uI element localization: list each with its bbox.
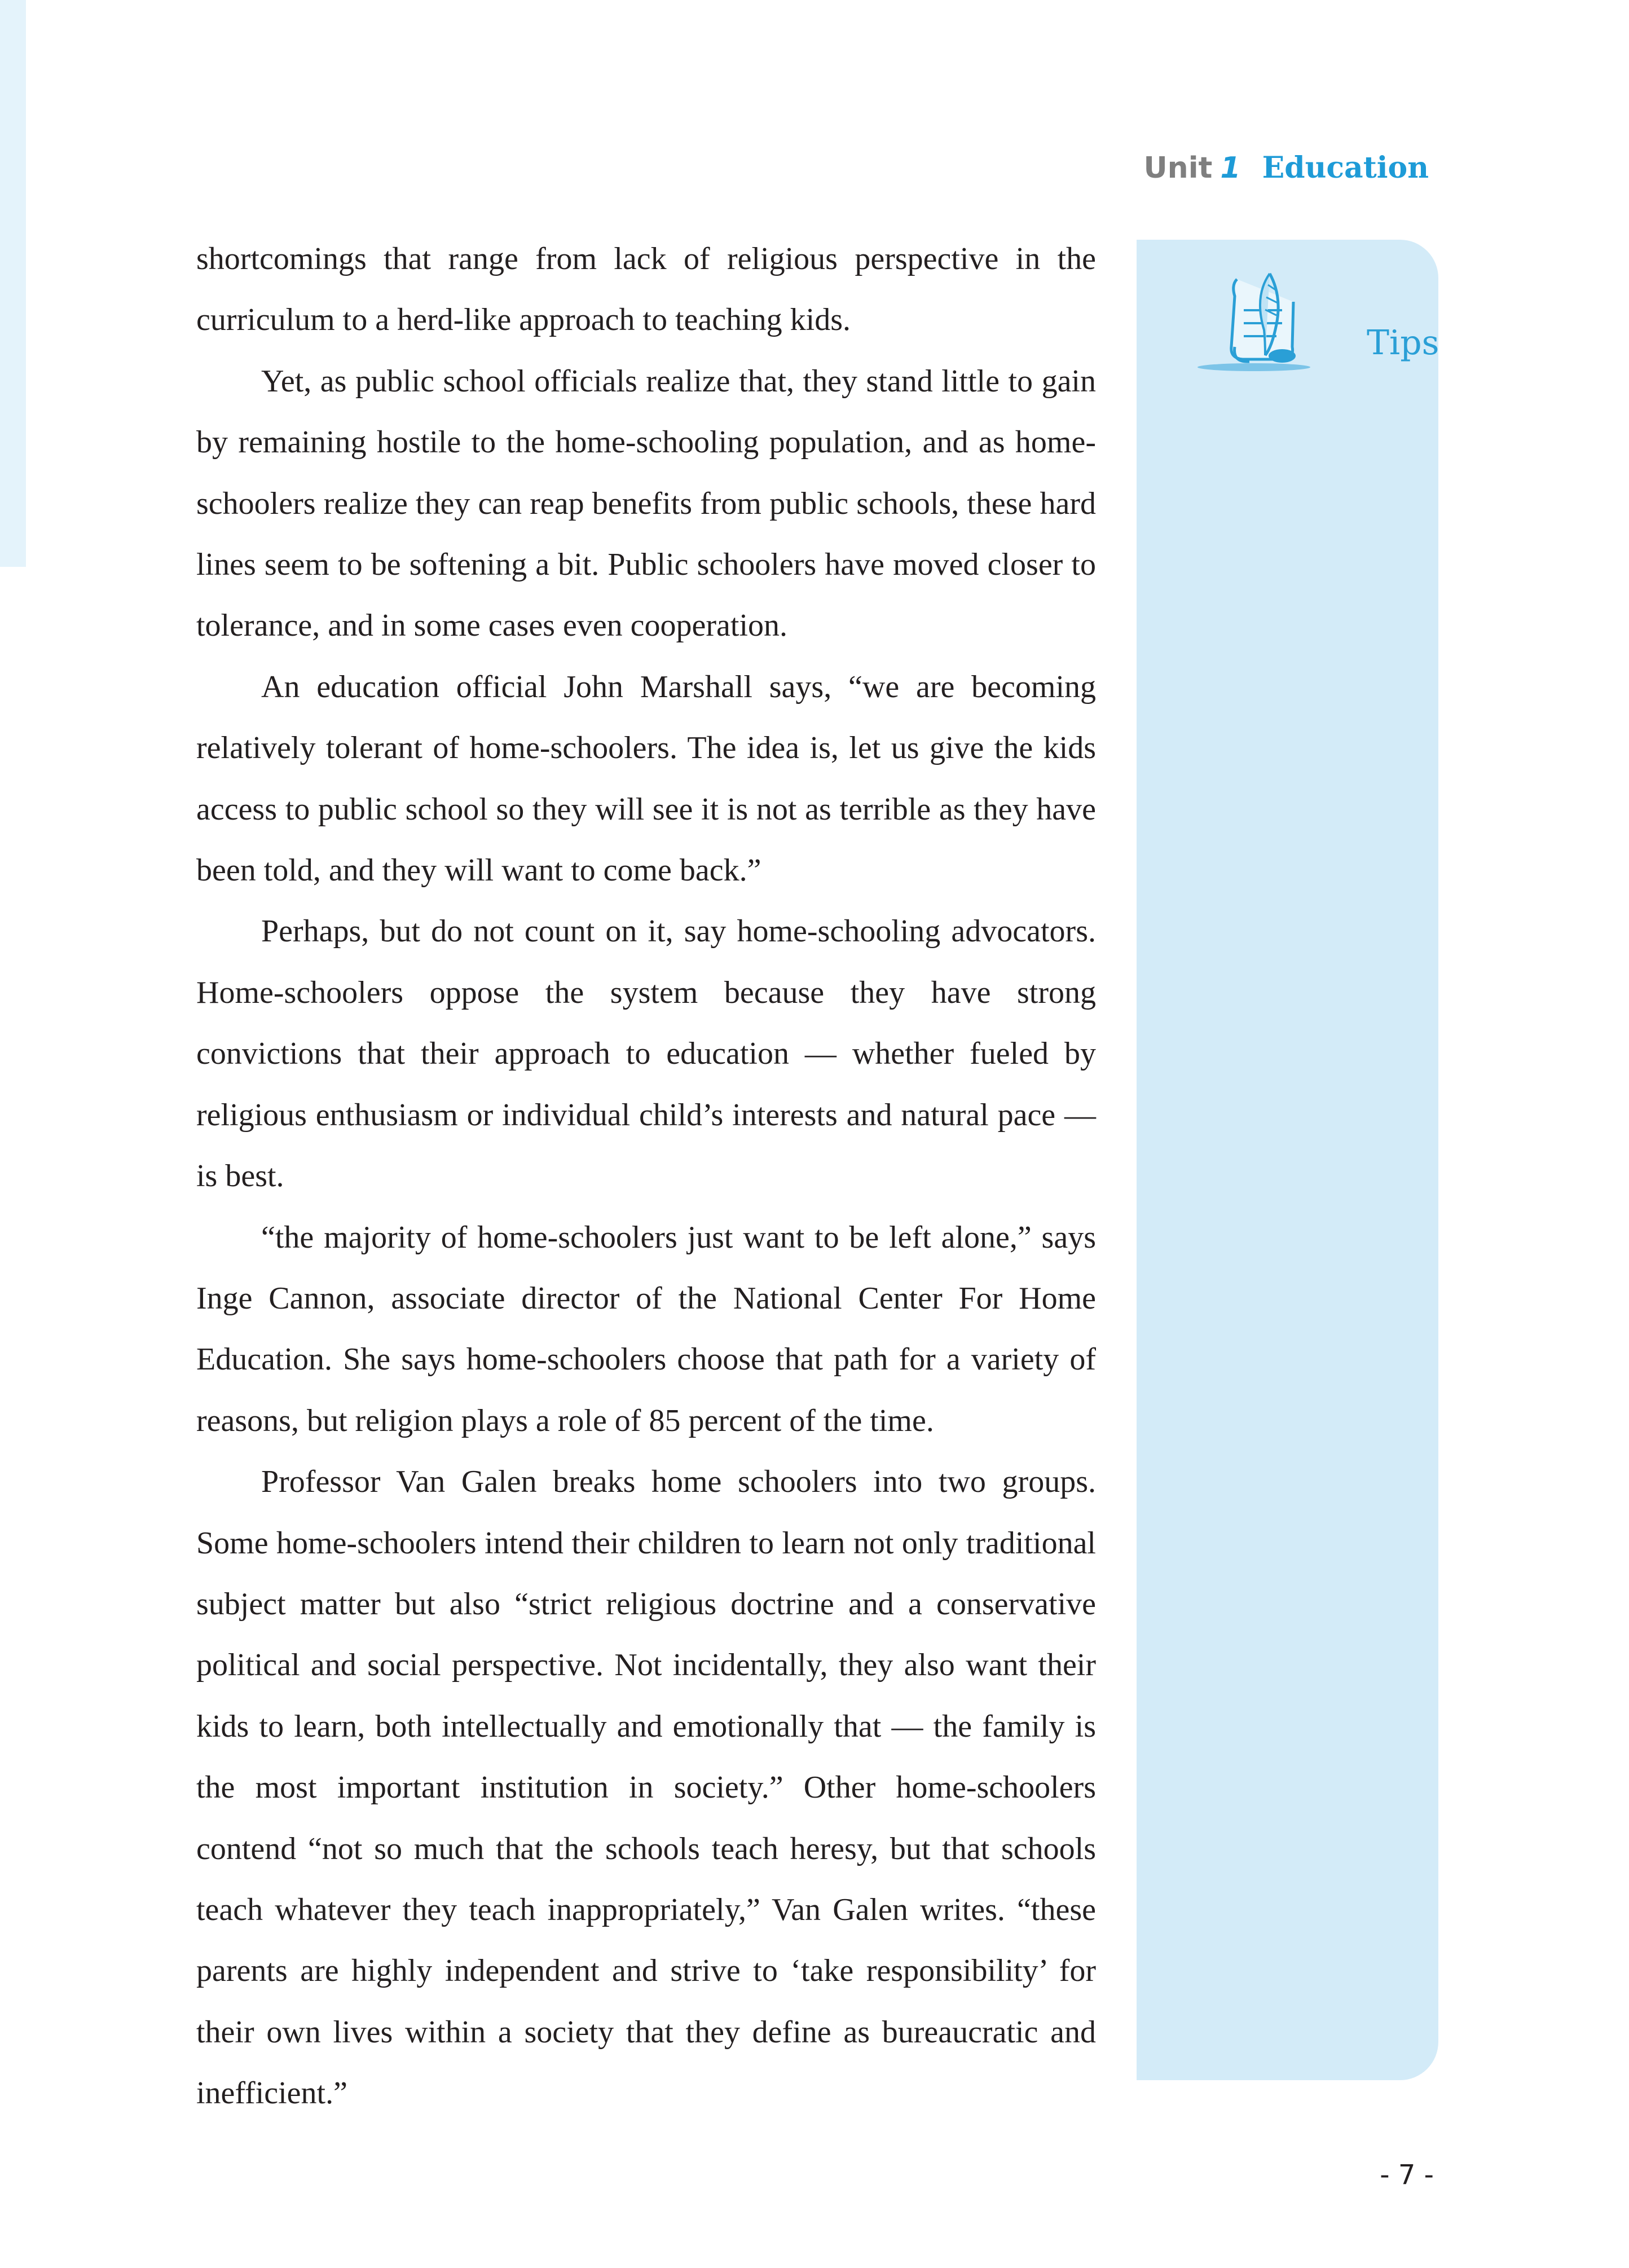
paragraph-2: Yet, as public school officials realize that, they stand little to gain by remaining hostile to the home-schooling population, and as home-schoolers realize they can reap benefits from public schools, these hard lines seem to be softening a bit. Public schoolers have moved closer to tolerance, and in some cases even cooperation. <box>196 363 1096 644</box>
tips-label: Tips <box>1367 323 1439 363</box>
paragraph-1: shortcomings that range from lack of religious perspective in the curriculum to a herd-like approach to teaching kids. <box>196 241 1096 338</box>
page-number: - 7 - <box>1380 2159 1434 2191</box>
tips-sidebar <box>1137 240 1438 2080</box>
paragraph-6: Professor Van Galen breaks home schoolers into two groups. Some home-schoolers intend their children to learn not only traditional subject matter but also “strict religious doctrine and a conservative political and social perspective. Not incidentally, they also want their kids to learn, both intellectually and emotionally that — the family is the most important institution in society.” Other home-schoolers contend “not so much that the schools teach heresy, but that schools teach whatever they teach inappropriately,” Van Galen writes. “these parents are highly independent and strive to ‘take responsibility’ for their own lives within a society that they define as bureaucratic and inefficient.” <box>196 1464 1096 2111</box>
paragraph-5: “the majority of home-schoolers just want to be left alone,” says Inge Cannon, associate director of the National Center For Home Education. She says home-schoolers choose that path for a variety of reasons, but religion plays a role of 85 percent of the time. <box>196 1219 1096 1438</box>
unit-label: Unit <box>1143 151 1213 185</box>
article-body <box>196 228 1096 2124</box>
unit-title: Education <box>1262 151 1429 185</box>
unit-number: 1 <box>1220 151 1241 185</box>
paragraph-4: Perhaps, but do not count on it, say home-schooling advocators. Home-schoolers oppose the system because they have strong convictions that their approach to education — whether fueled by religious enthusiasm or individual child’s interests and natural pace — is best. <box>196 914 1096 1194</box>
running-head <box>1143 148 1429 188</box>
tips-header <box>1197 262 1439 375</box>
quill-scroll-icon <box>1197 262 1327 375</box>
page-edge-strip <box>0 0 26 567</box>
paragraph-3: An education official John Marshall says, “we are becoming relatively tolerant of home-schoolers. The idea is, let us give the kids access to public school so they will see it is not as terrible as they have been told, and they will want to come back.” <box>196 669 1096 888</box>
